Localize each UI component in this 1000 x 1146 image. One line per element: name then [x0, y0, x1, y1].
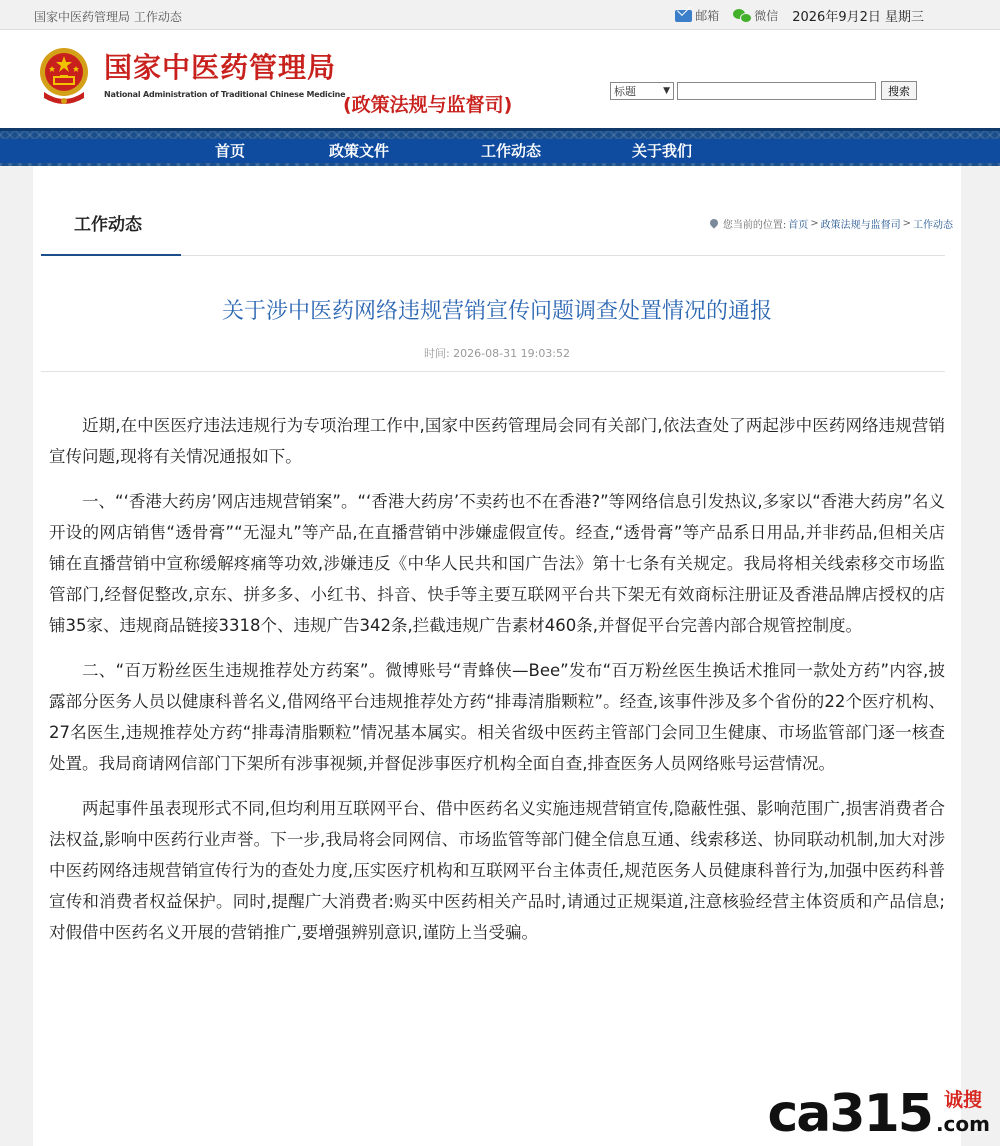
main-nav: [0, 128, 1000, 166]
watermark-main: ca315: [767, 1084, 932, 1144]
site-logo-title[interactable]: 国家中医药管理局: [104, 51, 337, 84]
title-divider: [41, 371, 945, 372]
wechat-label: 微信: [754, 9, 779, 23]
search-field-select[interactable]: [610, 82, 674, 100]
breadcrumb-department[interactable]: 政策法规与监督司: [820, 220, 901, 231]
article-paragraph: 二、“百万粉丝医生违规推荐处方药案”。微博账号“青蜂侠—Bee”发布“百万粉丝医生换话术推同一款处方药”内容,披露部分医务人员以健康科普名义,借网络平台违规推荐处方药“排毒清脂颗粒”。经查,该事件涉及多个省份的22个医疗机构、27名医生,违规推荐处方药“排毒清脂颗粒”情况基本属实。相关省级中医药主管部门会同卫生健康、市场监管部门逐一核查处置。我局商请网信部门下架所有涉事视频,并督促涉事医疗机构全面自查,排查医务人员网络账号运营情况。: [49, 661, 945, 773]
site-logo-subtitle: National Administration of Traditional Chinese Medicine: [104, 90, 346, 99]
nav-item-about[interactable]: 关于我们: [632, 142, 693, 160]
watermark-logo: [767, 1084, 990, 1144]
location-breadcrumb: [710, 216, 953, 231]
top-right-links: [675, 6, 924, 25]
article-paragraph: 近期,在中医医疗违法违规行为专项治理工作中,国家中医药管理局会同有关部门,依法查处了两起涉中医药网络违规营销宣传问题,现将有关情况通报如下。: [49, 416, 945, 466]
top-bar: [0, 0, 1000, 30]
breadcrumb-current[interactable]: 工作动态: [913, 220, 953, 231]
mail-link[interactable]: [675, 7, 719, 24]
chevron-down-icon: ▼: [663, 85, 670, 96]
section-title-underline: [41, 254, 181, 256]
mail-label: 邮箱: [695, 9, 720, 23]
article-paragraph: 两起事件虽表现形式不同,但均利用互联网平台、借中医药名义实施违规营销宣传,隐蔽性强、影响范围广,损害消费者合法权益,影响中医药行业声誉。下一步,我局将会同网信、市场监管等部门健全信息互通、线索移送、协同联动机制,加大对涉中医药网络违规营销宣传行为的查处力度,压实医疗机构和互联网平台主体责任,规范医务人员健康科普行为,加强中医药科普宣传和消费者权益保护。同时,提醒广大消费者:购买中医药相关产品时,请通过正规渠道,注意核验经营主体资质和产品信息;对假借中医药名义开展的营销推广,要增强辨别意识,谨防上当受骗。: [49, 799, 945, 942]
location-prefix: 您当前的位置:: [722, 220, 787, 231]
wechat-icon: [733, 9, 751, 23]
search-input[interactable]: [677, 82, 876, 100]
breadcrumb-separator: >: [810, 218, 819, 229]
current-date: 2026年9月2日 星期三: [792, 10, 924, 25]
article-paragraph: 一、“‘香港大药房’网店违规营销案”。“‘香港大药房’不卖药也不在香港?”等网络信息引发热议,多家以“香港大药房”名义开设的网店销售“透骨膏”“无湿丸”等产品,在直播营销中涉嫌虚假宣传。经查,“透骨膏”等产品系日用品,并非药品,但相关店铺在直播营销中宣称缓解疼痛等功效,涉嫌违反《中华人民共和国广告法》第十七条有关规定。我局将相关线索移交市场监管部门,经督促整改,京东、拼多多、小红书、抖音、快手等主要互联网平台共下架无有效商标注册证及香港品牌店授权的店铺35家、违规商品链接3318个、违规广告342条,拦截违规广告素材460条,并督促平台完善内部合规管控制度。: [49, 492, 945, 635]
section-title: 工作动态: [74, 215, 142, 235]
search-field-value: 标题: [614, 84, 636, 98]
mail-icon: [675, 10, 692, 22]
top-breadcrumb[interactable]: 国家中医药管理局 工作动态: [34, 10, 182, 24]
breadcrumb-separator: >: [902, 218, 911, 229]
main-content: [33, 166, 961, 1146]
watermark-side-cn: 诚搜: [943, 1089, 982, 1111]
nav-item-policy[interactable]: 政策文件: [329, 142, 390, 160]
nav-item-home[interactable]: 首页: [215, 142, 246, 160]
search-bar: [610, 81, 917, 100]
department-name: (政策法规与监督司): [343, 94, 513, 116]
nav-item-news[interactable]: 工作动态: [481, 142, 542, 160]
breadcrumb-home[interactable]: 首页: [788, 220, 809, 231]
site-header: [0, 30, 1000, 128]
article-time: 时间: 2026-08-31 19:03:52: [423, 347, 571, 360]
search-button[interactable]: 搜索: [881, 81, 917, 100]
wechat-link[interactable]: [733, 7, 778, 24]
article-title: 关于涉中医药网络违规营销宣传问题调查处置情况的通报: [221, 299, 772, 324]
location-pin-icon: [710, 219, 718, 229]
watermark-side-com: .com: [935, 1112, 990, 1136]
national-emblem-icon: [36, 46, 92, 108]
article-body: [49, 410, 945, 962]
watermark-side: [936, 1085, 990, 1136]
